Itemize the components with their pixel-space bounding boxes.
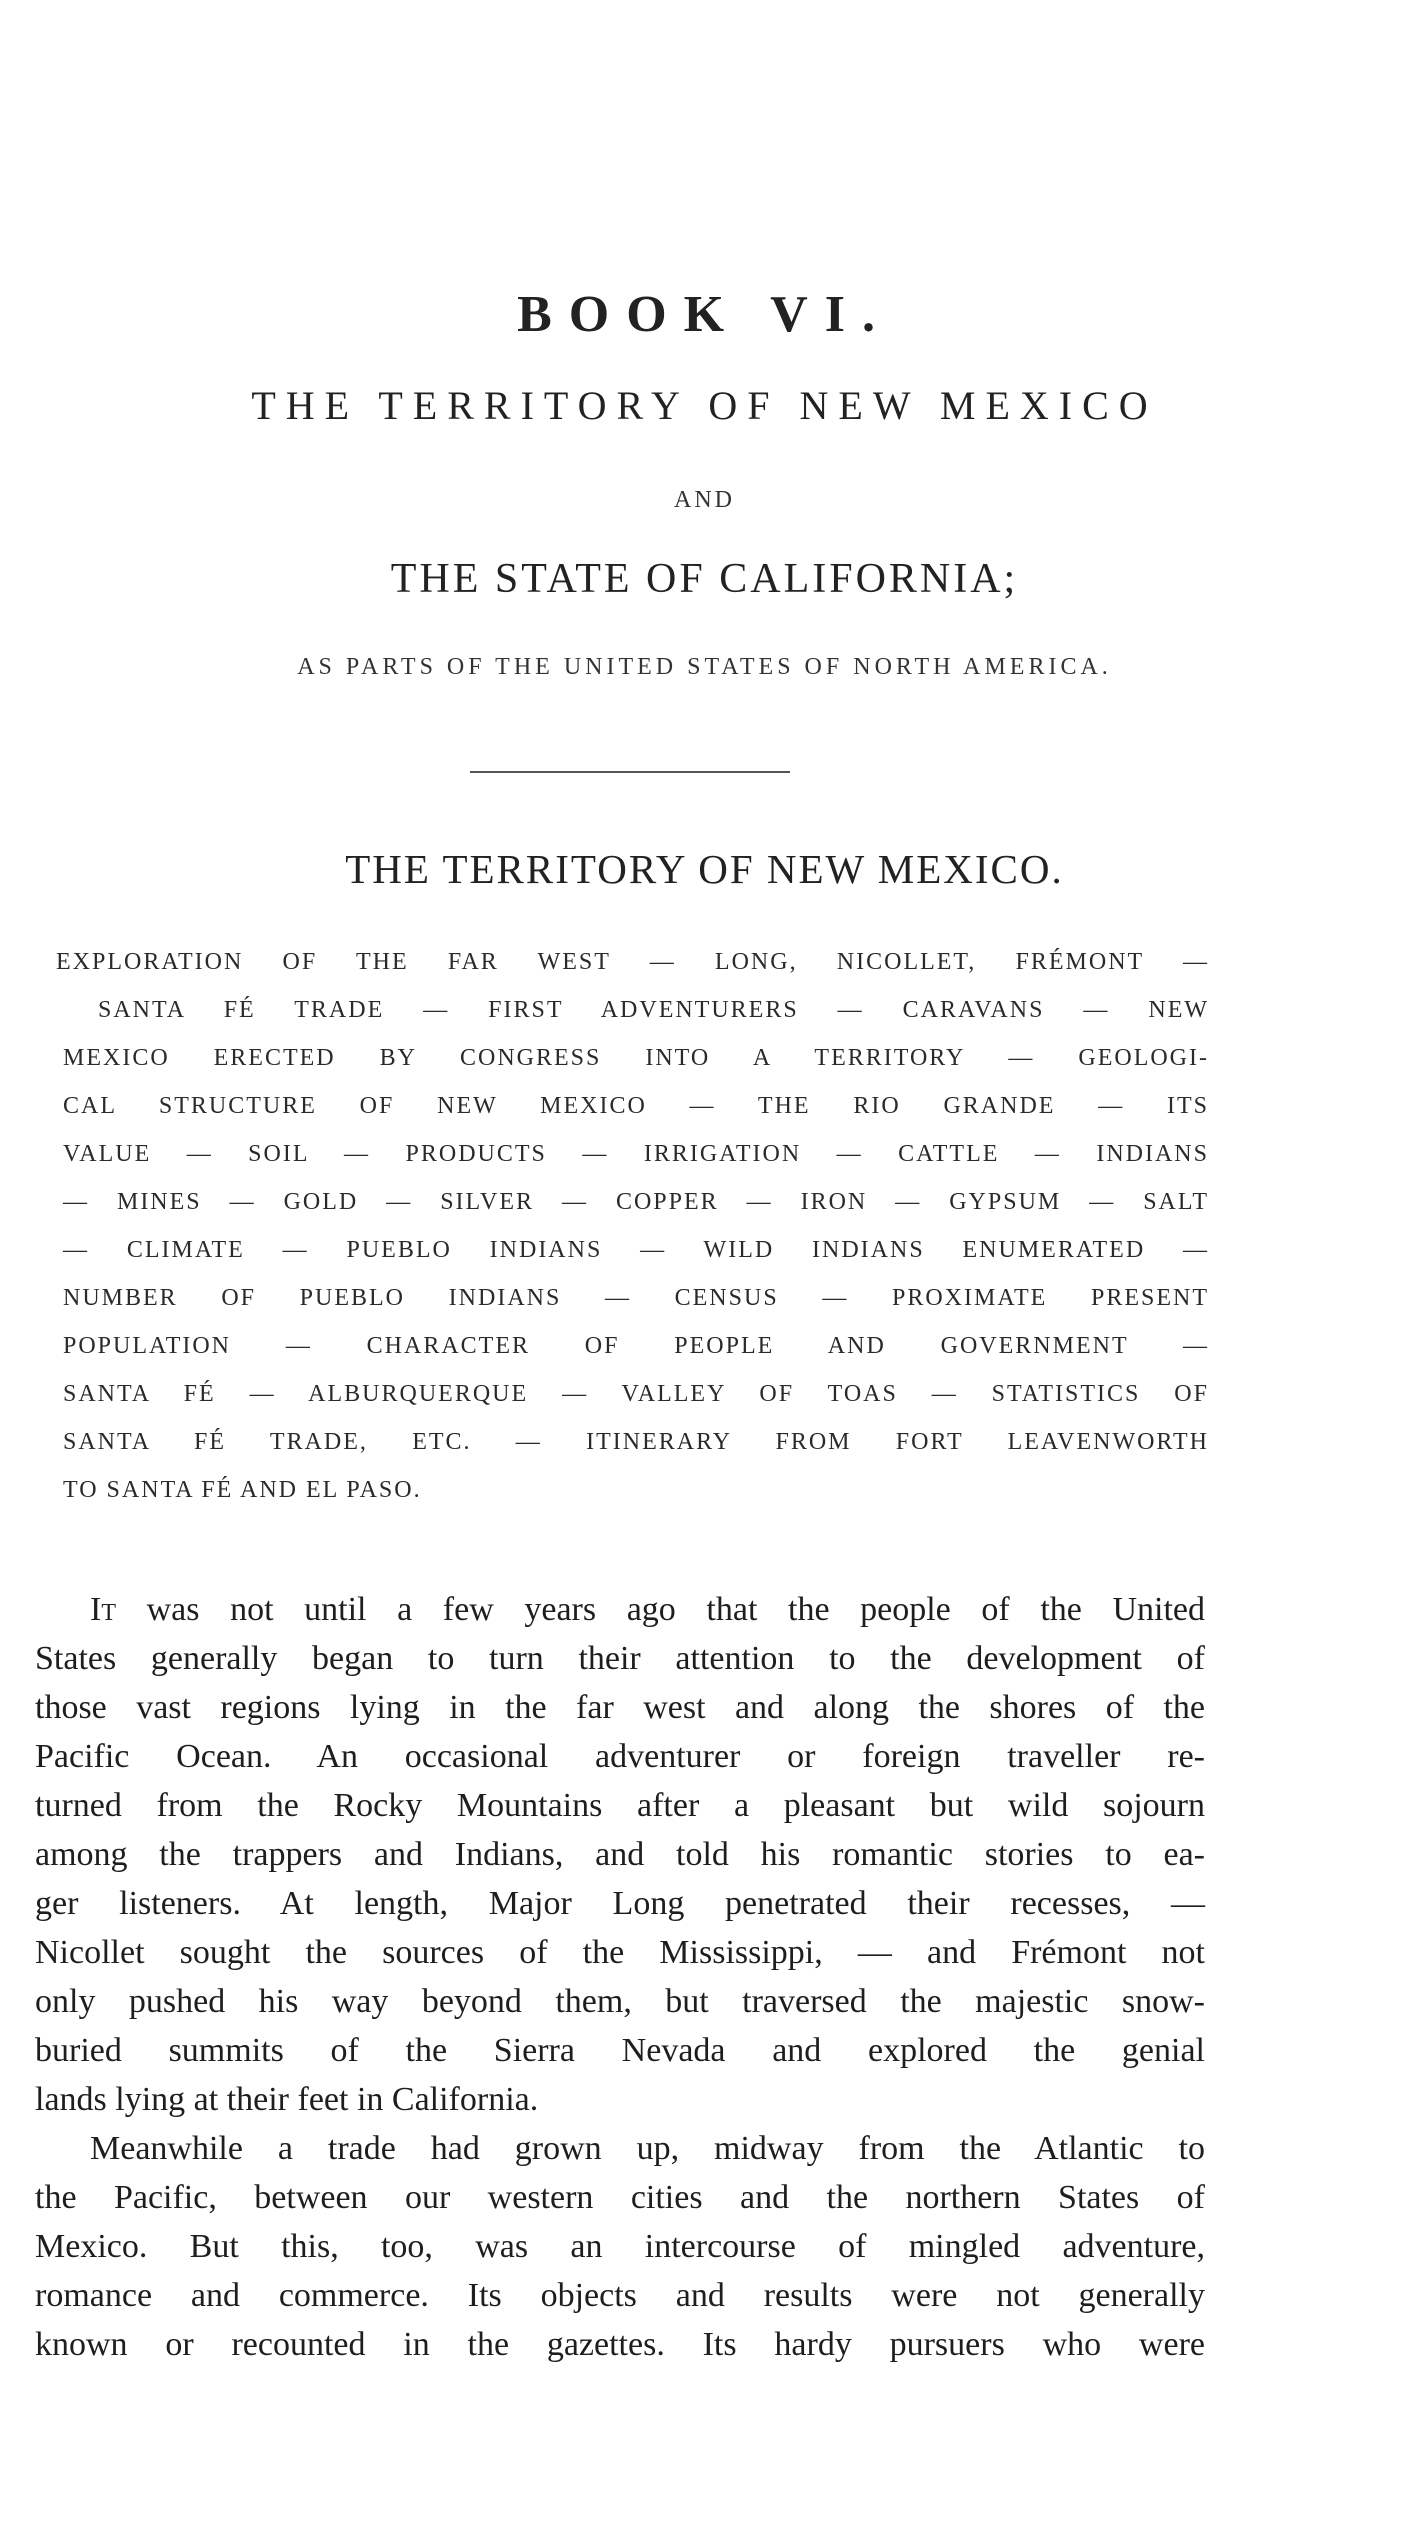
- synopsis-line: VALUE — SOIL — PRODUCTS — IRRIGATION — CATTLE — INDIANS: [63, 1141, 1209, 1167]
- and-word: AND: [674, 487, 735, 513]
- body-line: [35, 1585, 1205, 1634]
- synopsis-line: — CLIMATE — PUEBLO INDIANS — WILD INDIANS ENUMERATED —: [63, 1237, 1209, 1263]
- synopsis-line: SANTA FÉ — ALBURQUERQUE — VALLEY OF TOAS — STATISTICS OF: [63, 1381, 1209, 1407]
- body-line: buried summits of the Sierra Nevada and explored the genial: [35, 2032, 1205, 2069]
- body-line: Pacific Ocean. An occasional adventurer or foreign traveller re-: [35, 1738, 1205, 1775]
- body-paragraph-1: [35, 1585, 1205, 2124]
- drop-word: It: [90, 1591, 116, 1628]
- body-line: the Pacific, between our western cities and the northern States of: [35, 2179, 1205, 2216]
- body-line: Mexico. But this, too, was an intercourse of mingled adventure,: [35, 2228, 1205, 2265]
- body-line: only pushed his way beyond them, but traversed the majestic snow-: [35, 1983, 1205, 2020]
- body-line: Nicollet sought the sources of the Mississippi, — and Frémont not: [35, 1934, 1205, 1971]
- body-line: romance and commerce. Its objects and results were not generally: [35, 2277, 1205, 2314]
- body-line: known or recounted in the gazettes. Its hardy pursuers who were: [35, 2326, 1205, 2363]
- synopsis-line: TO SANTA FÉ AND EL PASO.: [63, 1477, 422, 1503]
- body-line: turned from the Rocky Mountains after a pleasant but wild sojourn: [35, 1787, 1205, 1824]
- synopsis-line: SANTA FÉ TRADE — FIRST ADVENTURERS — CARAVANS — NEW: [98, 997, 1209, 1023]
- body-line: States generally began to turn their attention to the development of: [35, 1640, 1205, 1677]
- section-divider: [470, 771, 790, 773]
- section-title: THE TERRITORY OF NEW MEXICO.: [345, 846, 1064, 892]
- body-line: among the trappers and Indians, and told his romantic stories to ea-: [35, 1836, 1205, 1873]
- book-title: BOOK VI.: [517, 286, 892, 343]
- synopsis-line: — MINES — GOLD — SILVER — COPPER — IRON — GYPSUM — SALT: [63, 1189, 1209, 1215]
- synopsis-line: POPULATION — CHARACTER OF PEOPLE AND GOVERNMENT —: [63, 1333, 1209, 1359]
- body-line: ger listeners. At length, Major Long penetrated their recesses, —: [35, 1885, 1205, 1922]
- synopsis-line: NUMBER OF PUEBLO INDIANS — CENSUS — PROXIMATE PRESENT: [63, 1285, 1209, 1311]
- synopsis-line: EXPLORATION OF THE FAR WEST — LONG, NICOLLET, FRÉMONT —: [56, 949, 1209, 975]
- chapter-synopsis: [56, 938, 1209, 1514]
- parts-subtitle: AS PARTS OF THE UNITED STATES OF NORTH AMERICA.: [297, 654, 1112, 680]
- body-paragraph-2: [35, 2124, 1205, 2369]
- body-line: those vast regions lying in the far west and along the shores of the: [35, 1689, 1205, 1726]
- synopsis-line: SANTA FÉ TRADE, ETC. — ITINERARY FROM FORT LEAVENWORTH: [63, 1429, 1209, 1455]
- body-line: lands lying at their feet in California.: [35, 2081, 539, 2118]
- synopsis-line: MEXICO ERECTED BY CONGRESS INTO A TERRITORY — GEOLOGI-: [63, 1045, 1209, 1071]
- body-line: Meanwhile a trade had grown up, midway from the Atlantic to: [90, 2130, 1205, 2167]
- body-line-text: was not until a few years ago that the people of the United: [115, 1591, 1205, 1628]
- synopsis-line: CAL STRUCTURE OF NEW MEXICO — THE RIO GRANDE — ITS: [63, 1093, 1209, 1119]
- state-title: THE STATE OF CALIFORNIA;: [390, 556, 1019, 602]
- territory-title: THE TERRITORY OF NEW MEXICO: [251, 383, 1158, 428]
